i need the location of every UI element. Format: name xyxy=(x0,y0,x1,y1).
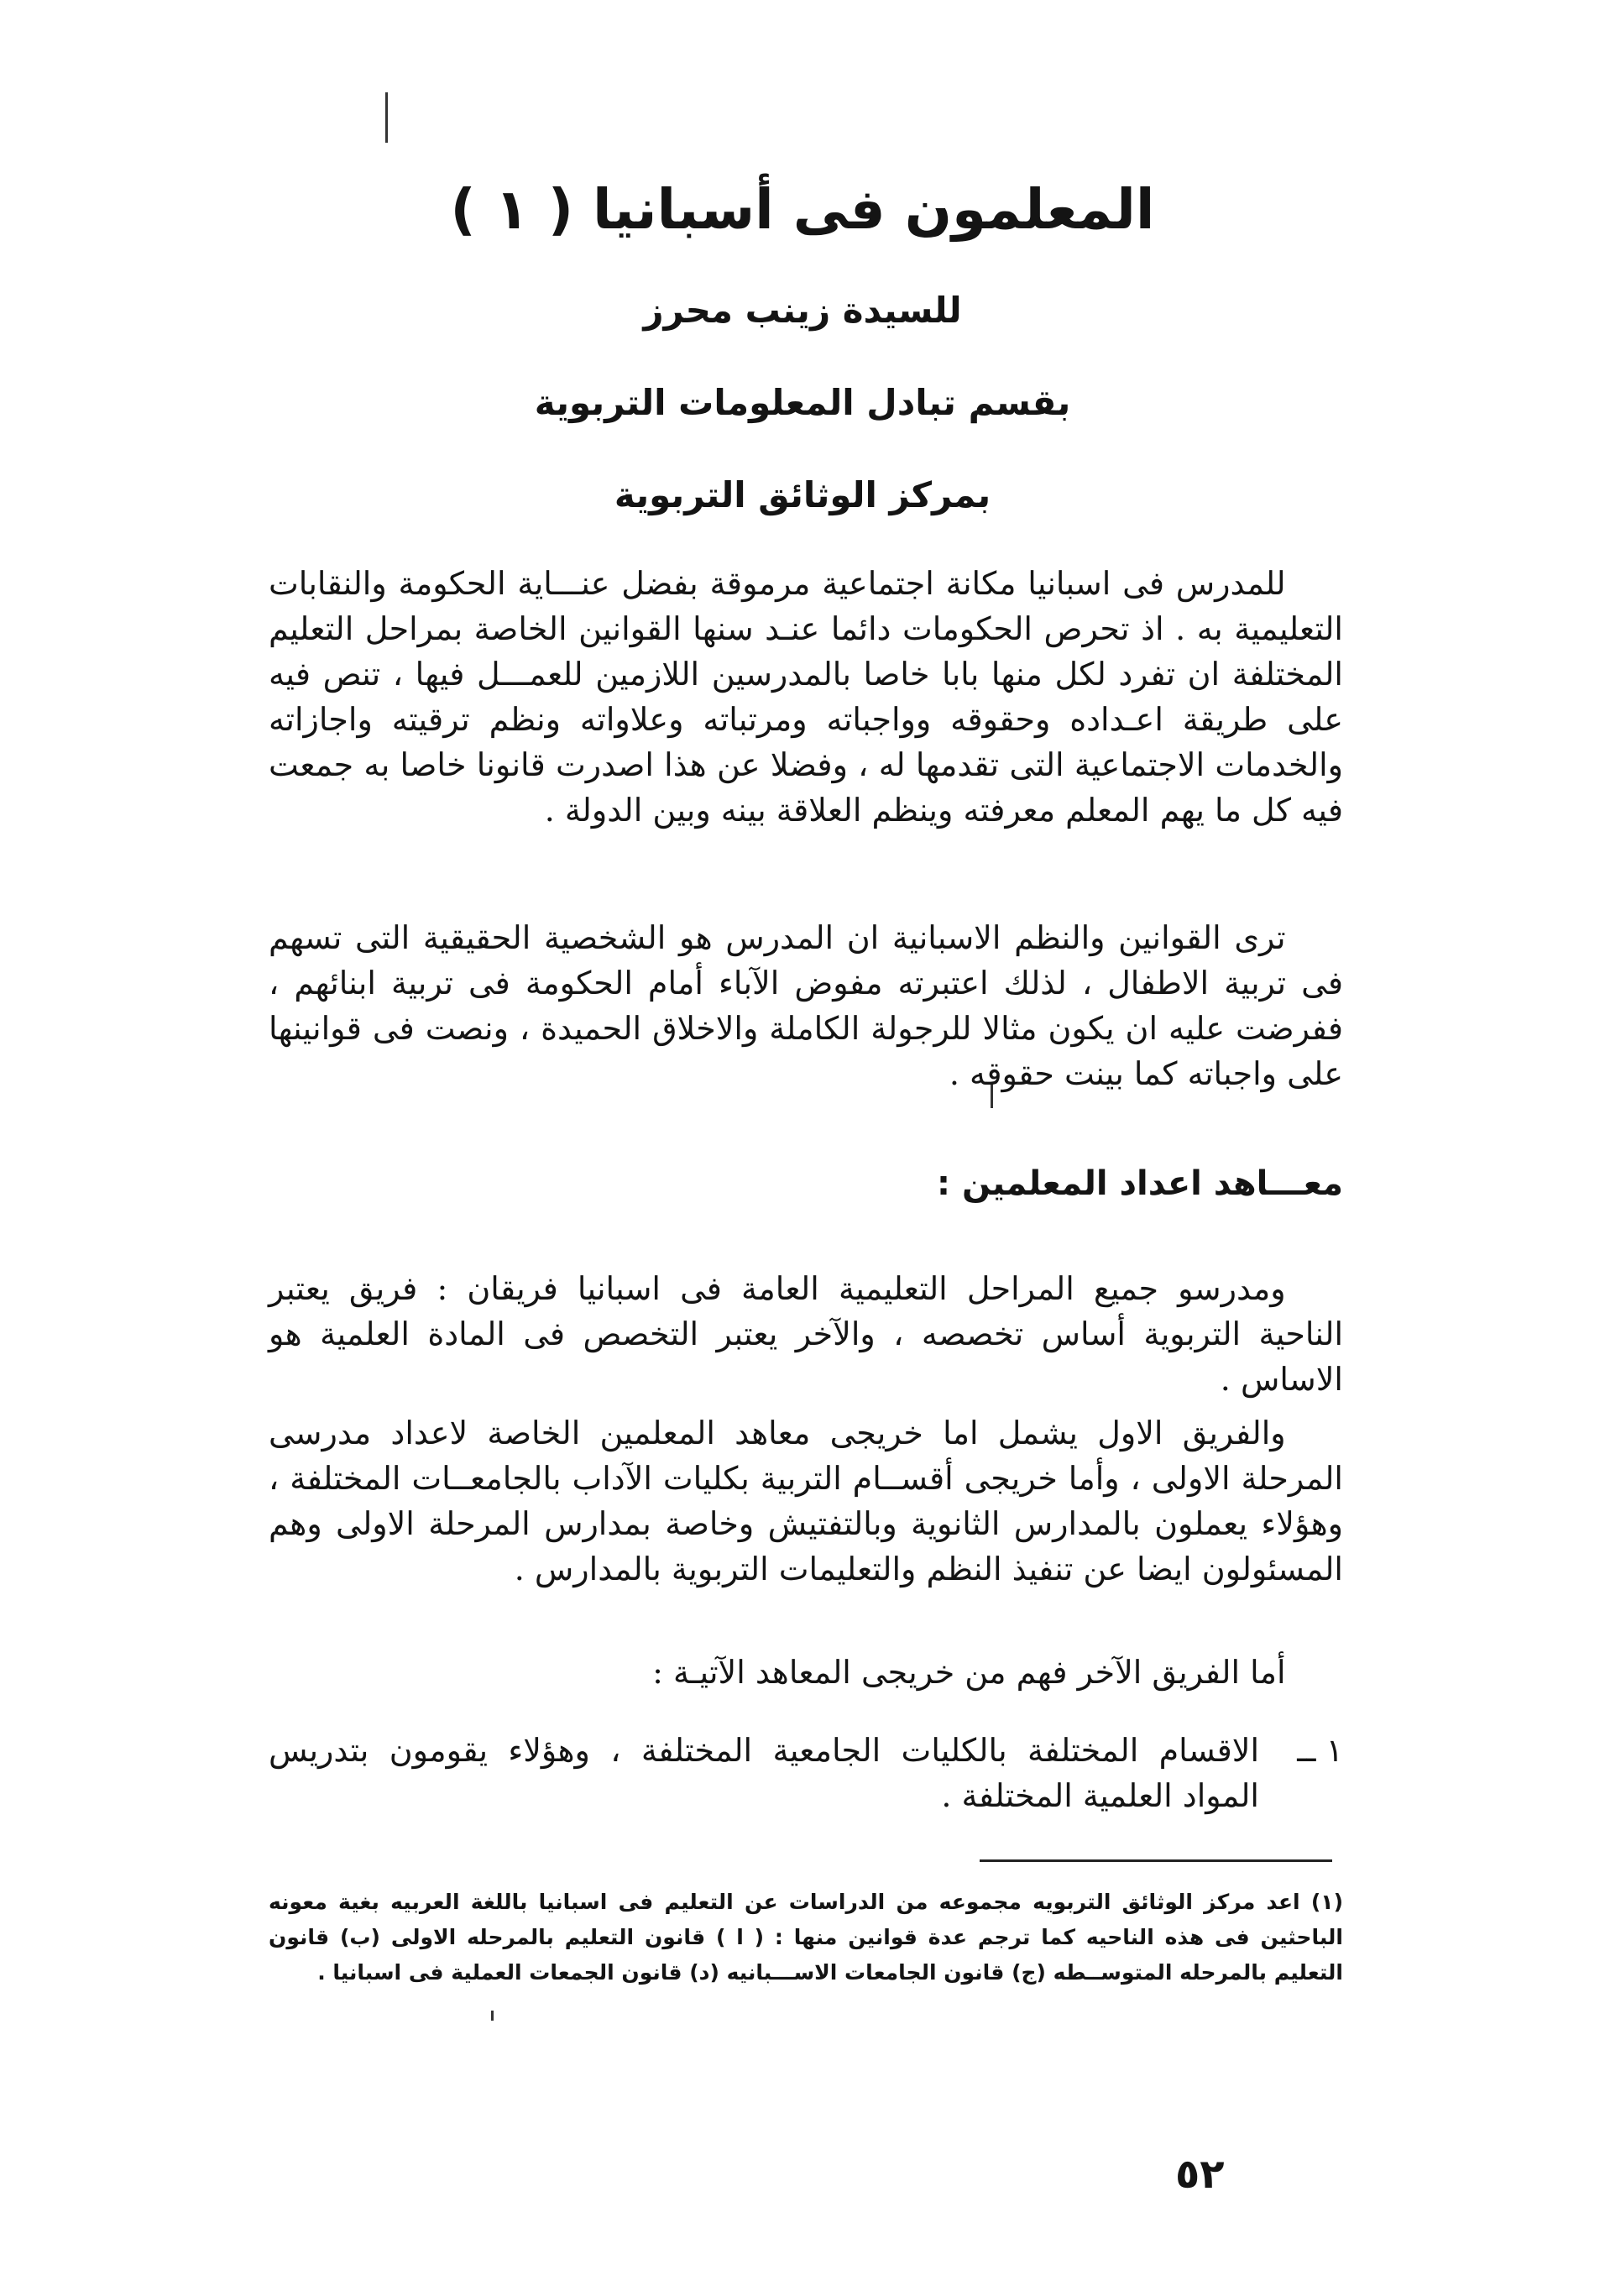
center-line: بمركز الوثائق التربوية xyxy=(614,474,991,515)
department-line: بقسم تبادل المعلومات التربوية xyxy=(534,382,1071,423)
paragraph-intro: للمدرس فى اسبانيا مكانة اجتماعية مرموقة بفضل عنـــاية الحكومة والنقابات التعليمية به . اذ تحرص الحكومات دائما عنـد سنها القوانين الخاصة بمراحل التعليم المختلفة ان تفرد لكل منها بابا خاصا بالمدرسين اللازمين للعمـــل فيها ، تنص فيه على طريقة اعـداده وحقوقه وواجباته ومرتباته وعلاواته ونظم ترقيته واجازاته والخدمات الاجتماعية التى تقدمها له ، وفضلا عن هذا اصدرت قانونا خاصا به جمعت فيه كل ما يهم المعلم معرفته وينظم العلاقة بينه وبين الدولة . xyxy=(269,565,1343,829)
page-number: ٥٢ xyxy=(1175,2151,1225,2198)
footnote: (١) اعد مركز الوثائق التربويه مجموعه من الدراسات عن التعليم فى اسبانيا باللغة العربيه بغية معونه الباحثين فى هذه الناحيه كما ترجم عدة قوانين منها : ( ا ) قانون التعليم بالمرحله الاولى (ب) قانون التعليم بالمرحله المتوســطه (ج) قانون الجامعات الاســـبانيه (د) قانون الجمعات العملية فى اسبانيا . xyxy=(269,1890,1343,1985)
paragraph-second-group: أما الفريق الآخر فهم من خريجى المعاهد الآتيـة : xyxy=(652,1654,1286,1691)
document-title: المعلمون فى أسبانيا ( ١ ) xyxy=(450,177,1155,242)
scan-mark xyxy=(491,2011,494,2021)
section-heading: معـــاهد اعداد المعلمين : xyxy=(937,1164,1343,1203)
paragraph-groups: ومدرسو جميع المراحل التعليمية العامة فى اسبانيا فريقان : فريق يعتبر الناحية التربوية أساس تخصصه ، والآخر يعتبر التخصص فى المادة العلمية هو الاساس . xyxy=(269,1270,1343,1398)
list-item-text: الاقسام المختلفة بالكليات الجامعية المختلفة ، وهؤلاء يقومون بتدريس المواد العلمية المختلفة . xyxy=(269,1732,1259,1814)
scan-mark xyxy=(385,92,388,143)
list-item xyxy=(269,1728,1343,1818)
list-item-number: ١ ــ xyxy=(1297,1732,1343,1769)
paragraph-first-group: والفريق الاول يشمل اما خريجى معاهد المعلمين الخاصة لاعداد مدرسى المرحلة الاولى ، وأما خريجى أقســام التربية بكليات الآداب بالجامعــات المختلفة ، وهؤلاء يعملون بالمدارس الثانوية وبالتفتيش وخاصة بمدارس المرحلة الاولى وهم المسئولون ايضا عن تنفيذ النظم والتعليمات التربوية بالمدارس . xyxy=(269,1415,1343,1587)
author-line: للسيدة زينب محرز xyxy=(643,290,962,331)
paragraph-role: ترى القوانين والنظم الاسبانية ان المدرس هو الشخصية الحقيقية التى تسهم فى تربية الاطفال ، لذلك اعتبرته مفوض الآباء أمام الحكومة فى تربية ابنائهم ، ففرضت عليه ان يكون مثالا للرجولة الكاملة والاخلاق الحميدة ، ونصت فى قوانينها على واجباته كما بينت حقوقه . xyxy=(269,919,1343,1092)
footnote-divider xyxy=(980,1859,1332,1862)
